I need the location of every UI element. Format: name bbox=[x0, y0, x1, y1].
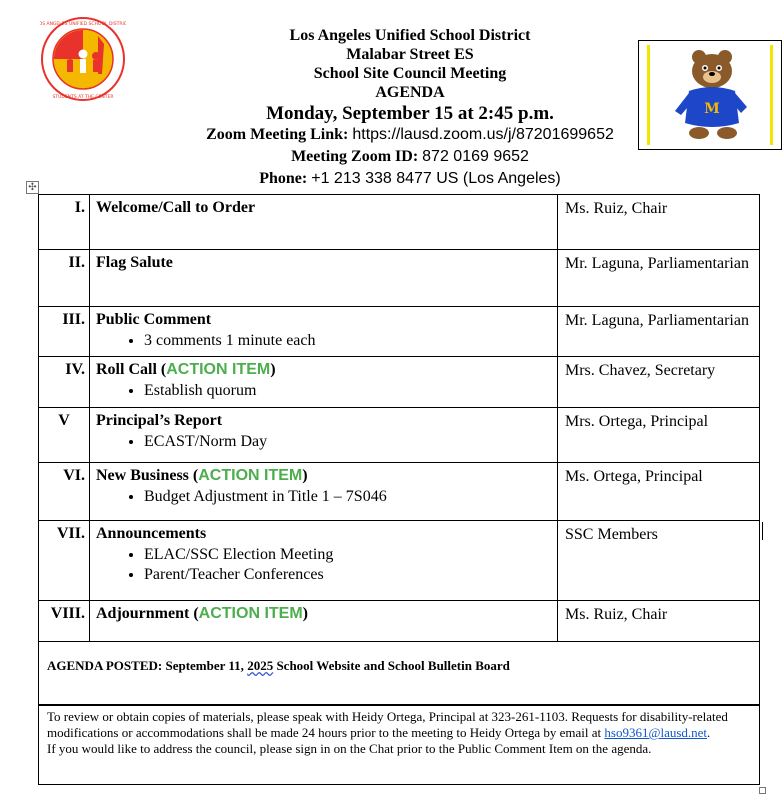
item-title: Adjournment ( bbox=[96, 605, 199, 622]
item-bullet: • Establish quorum bbox=[144, 381, 546, 401]
accessibility-info-box bbox=[38, 705, 760, 785]
item-bullet: • 3 comments 1 minute each bbox=[144, 331, 546, 351]
item-title: Flag Salute bbox=[96, 254, 173, 271]
agenda-table bbox=[38, 194, 760, 642]
table-row bbox=[38, 462, 760, 520]
item-title: Announcements bbox=[96, 525, 207, 542]
item-title: Roll Call ( bbox=[96, 361, 167, 378]
action-item-tag: ACTION ITEM bbox=[166, 361, 271, 378]
item-number: VIII. bbox=[50, 605, 85, 622]
item-number: V bbox=[58, 412, 70, 429]
table-row bbox=[38, 249, 760, 306]
item-presenter: Mrs. Ortega, Principal bbox=[565, 413, 709, 430]
posted-year: 2025 bbox=[247, 658, 274, 673]
phone-value: +1 213 338 8477 US (Los Angeles) bbox=[311, 170, 561, 187]
info-text-end: . bbox=[707, 725, 711, 740]
item-bullet: • Budget Adjustment in Title 1 – 7S046 bbox=[144, 487, 546, 507]
item-description bbox=[96, 311, 546, 351]
item-presenter: Ms. Ruiz, Chair bbox=[565, 200, 668, 217]
meeting-date-time: Monday, September 15 at 2:45 p.m. bbox=[266, 103, 554, 124]
item-description bbox=[96, 605, 546, 623]
district-name: Los Angeles Unified School District bbox=[289, 27, 531, 44]
item-presenter: Mr. Laguna, Parliamentarian bbox=[565, 312, 749, 329]
zoom-id-line bbox=[150, 148, 670, 166]
item-description bbox=[96, 199, 546, 217]
phone-line bbox=[150, 170, 670, 188]
table-row bbox=[38, 407, 760, 462]
school-name: Malabar Street ES bbox=[346, 46, 474, 63]
agenda-posted-notice bbox=[38, 642, 760, 705]
item-title: Principal’s Report bbox=[96, 412, 223, 429]
item-number: I. bbox=[74, 199, 85, 216]
zoom-link[interactable]: https://lausd.zoom.us/j/87201699652 bbox=[352, 126, 614, 143]
phone-label: Phone: bbox=[259, 170, 308, 187]
item-description bbox=[96, 361, 546, 401]
zoom-id-label: Meeting Zoom ID: bbox=[291, 148, 419, 165]
action-item-tag: ACTION ITEM bbox=[198, 605, 303, 622]
svg-text:M: M bbox=[704, 101, 720, 117]
meeting-title: School Site Council Meeting bbox=[313, 65, 507, 82]
item-presenter: Ms. Ruiz, Chair bbox=[565, 606, 668, 623]
text-cursor bbox=[762, 522, 763, 540]
item-number: II. bbox=[68, 254, 85, 271]
zoom-id-value: 872 0169 9652 bbox=[422, 148, 529, 165]
district-seal-logo bbox=[40, 16, 126, 102]
table-move-handle-icon[interactable]: ✣ bbox=[26, 181, 39, 194]
item-title: New Business ( bbox=[96, 467, 199, 484]
item-description bbox=[96, 254, 546, 272]
item-title: Welcome/Call to Order bbox=[96, 199, 256, 216]
item-presenter: Ms. Ortega, Principal bbox=[565, 468, 703, 485]
close-paren: ) bbox=[302, 467, 308, 484]
posted-label: AGENDA POSTED: September 11, bbox=[47, 658, 248, 673]
item-presenter: Mrs. Chavez, Secretary bbox=[565, 362, 716, 379]
chat-instructions: If you would like to address the council, please sign in on the Chat prior to the Public Comment Item on the agenda. bbox=[47, 741, 652, 756]
table-row bbox=[38, 356, 760, 407]
item-presenter: Mr. Laguna, Parliamentarian bbox=[565, 255, 749, 272]
item-number: VII. bbox=[56, 525, 85, 542]
item-presenter: SSC Members bbox=[565, 526, 658, 543]
item-number: VI. bbox=[63, 467, 85, 484]
item-bullet: • Parent/Teacher Conferences bbox=[144, 565, 546, 585]
item-bullet: • ELAC/SSC Election Meeting bbox=[144, 545, 546, 565]
agenda-label: AGENDA bbox=[375, 84, 445, 101]
table-row bbox=[38, 600, 760, 642]
close-paren: ) bbox=[270, 361, 276, 378]
svg-text:LOS ANGELES UNIFIED SCHOOL DIS: LOS ANGELES UNIFIED SCHOOL DISTRICT bbox=[40, 22, 126, 27]
info-text: To review or obtain copies of materials, please speak with Heidy Ortega, Principal at 323-261-1103. Requests for disability-related modifications or accommodations shall be made 24 hours prior to the meeting to Heidy Ortega by email at bbox=[47, 709, 728, 740]
posted-location: School Website and School Bulletin Board bbox=[273, 658, 510, 673]
table-row bbox=[38, 306, 760, 356]
svg-text:STUDENTS AT THE CENTER: STUDENTS AT THE CENTER bbox=[52, 95, 114, 100]
item-title: Public Comment bbox=[96, 311, 212, 328]
item-number: IV. bbox=[65, 361, 85, 378]
action-item-tag: ACTION ITEM bbox=[198, 467, 303, 484]
item-description bbox=[96, 467, 546, 507]
table-row bbox=[38, 520, 760, 600]
zoom-link-label: Zoom Meeting Link: bbox=[206, 126, 349, 143]
table-row bbox=[38, 194, 760, 249]
item-description bbox=[96, 412, 546, 452]
table-resize-handle[interactable] bbox=[759, 787, 766, 794]
close-paren: ) bbox=[302, 605, 308, 622]
zoom-link-line bbox=[150, 126, 670, 144]
item-description bbox=[96, 525, 546, 585]
item-number: III. bbox=[62, 311, 85, 328]
contact-email-link[interactable]: hso9361@lausd.net bbox=[604, 725, 708, 740]
item-bullet: • ECAST/Norm Day bbox=[144, 432, 546, 452]
